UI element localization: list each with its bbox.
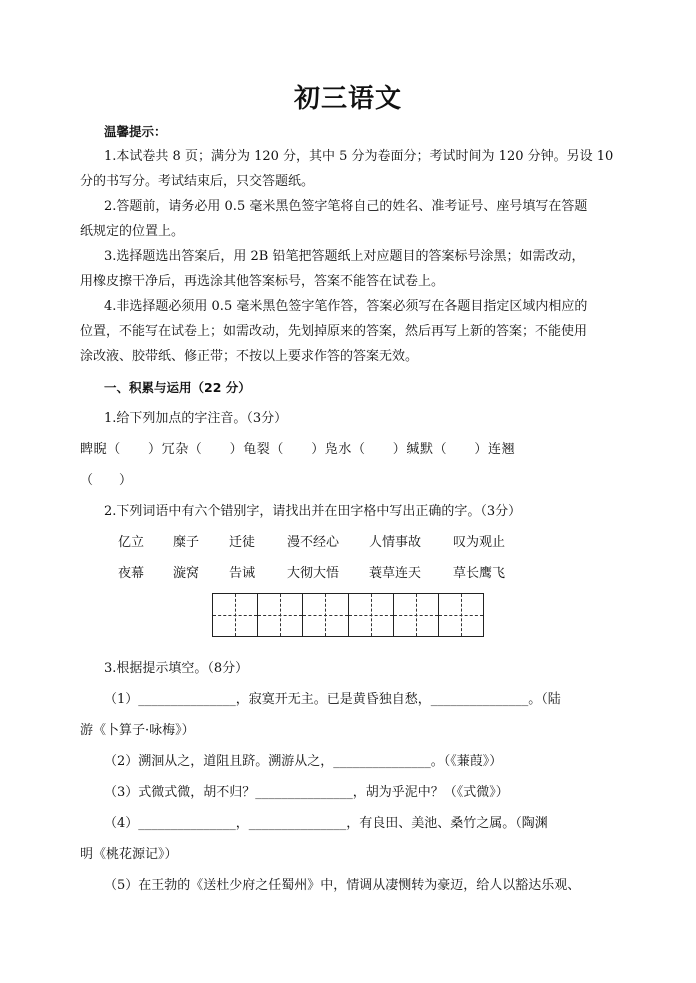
tianzige-cell[interactable] — [258, 594, 303, 636]
page-title: 初三语文 — [293, 84, 402, 114]
question-2-prompt: 2.下列词语中有六个错别字，请找出并在田字格中写出正确的字。（3分） — [104, 504, 522, 519]
question-1-line: （ ） — [80, 473, 133, 488]
tianzige-cell[interactable] — [213, 594, 258, 636]
word-item: 草长鹰飞 — [453, 566, 506, 581]
question-3-line: （2）溯洄从之，道阻且跻。溯游从之，_______________。（《蒹葭》） — [104, 754, 503, 769]
word-item: 漩窝 — [173, 566, 200, 581]
word-item: 夜幕 — [118, 566, 145, 581]
notice-line: 2.答题前，请务必用 0.5 毫米黑色签字笔将自己的姓名、准考证号、座号填写在答题 — [104, 199, 588, 214]
notice-line: 3.选择题选出答案后，用 2B 铅笔把答题纸上对应题目的答案标号涂黑；如需改动， — [104, 249, 585, 264]
question-3-line: （5）在王勃的《送杜少府之任蜀州》中，情调从凄恻转为豪迈，给人以豁达乐观、 — [104, 878, 581, 893]
tianzige-cell[interactable] — [394, 594, 439, 636]
question-3-line: （3）式微式微，胡不归？_______________，胡为乎泥中？（《式微》） — [104, 785, 509, 800]
word-item: 告诫 — [229, 566, 256, 581]
word-item: 糜子 — [173, 535, 200, 550]
word-item: 亿立 — [118, 535, 145, 550]
question-3-line: 游《卜算子·咏梅》） — [80, 723, 195, 738]
question-3-prompt: 3.根据提示填空。（8分） — [104, 661, 249, 676]
word-item: 叹为观止 — [453, 535, 506, 550]
word-item: 大彻大悟 — [287, 566, 340, 581]
notice-line: 分的书写分。考试结束后，只交答题纸。 — [80, 174, 315, 189]
question-1-line: 睥睨（ ）冗杂（ ）龟裂（ ）凫水（ ）缄默（ ）连翘 — [80, 442, 516, 457]
notice-heading: 温馨提示： — [104, 124, 167, 139]
notice-line: 涂改液、胶带纸、修正带；不按以上要求作答的答案无效。 — [80, 349, 419, 364]
question-1-prompt: 1.给下列加点的字注音。（3分） — [104, 411, 288, 426]
question-3-line: （1）_______________，寂寞开无主。已是黄昏独自愁，_______________。（陆 — [104, 692, 561, 707]
word-item: 漫不经心 — [287, 535, 340, 550]
notice-line: 用橡皮擦干净后，再选涂其他答案标号，答案不能答在试卷上。 — [80, 274, 445, 289]
question-3-line: 明《桃花源记》） — [80, 847, 178, 862]
notice-line: 纸规定的位置上。 — [80, 224, 185, 239]
notice-line: 1.本试卷共 8 页；满分为 120 分，其中 5 分为卷面分；考试时间为 120 分钟。另设 10 — [104, 149, 614, 164]
tianzige-cell[interactable] — [303, 594, 348, 636]
word-item: 蓑草连天 — [369, 566, 422, 581]
notice-line: 位置，不能写在试卷上；如需改动，先划掉原来的答案，然后再写上新的答案；不能使用 — [80, 324, 588, 339]
tianzige-cell[interactable] — [349, 594, 394, 636]
tianzige-answer-grid — [212, 593, 484, 637]
section-heading: 一、积累与运用（22 分） — [104, 380, 251, 395]
word-item: 迁徒 — [229, 535, 256, 550]
notice-line: 4.非选择题必须用 0.5 毫米黑色签字笔作答，答案必须写在各题目指定区域内相应的 — [104, 299, 588, 314]
question-3-line: （4）_______________，_______________，有良田、美池、桑竹之属。（陶渊 — [104, 816, 548, 831]
tianzige-cell[interactable] — [439, 594, 483, 636]
word-item: 人情事故 — [369, 535, 422, 550]
